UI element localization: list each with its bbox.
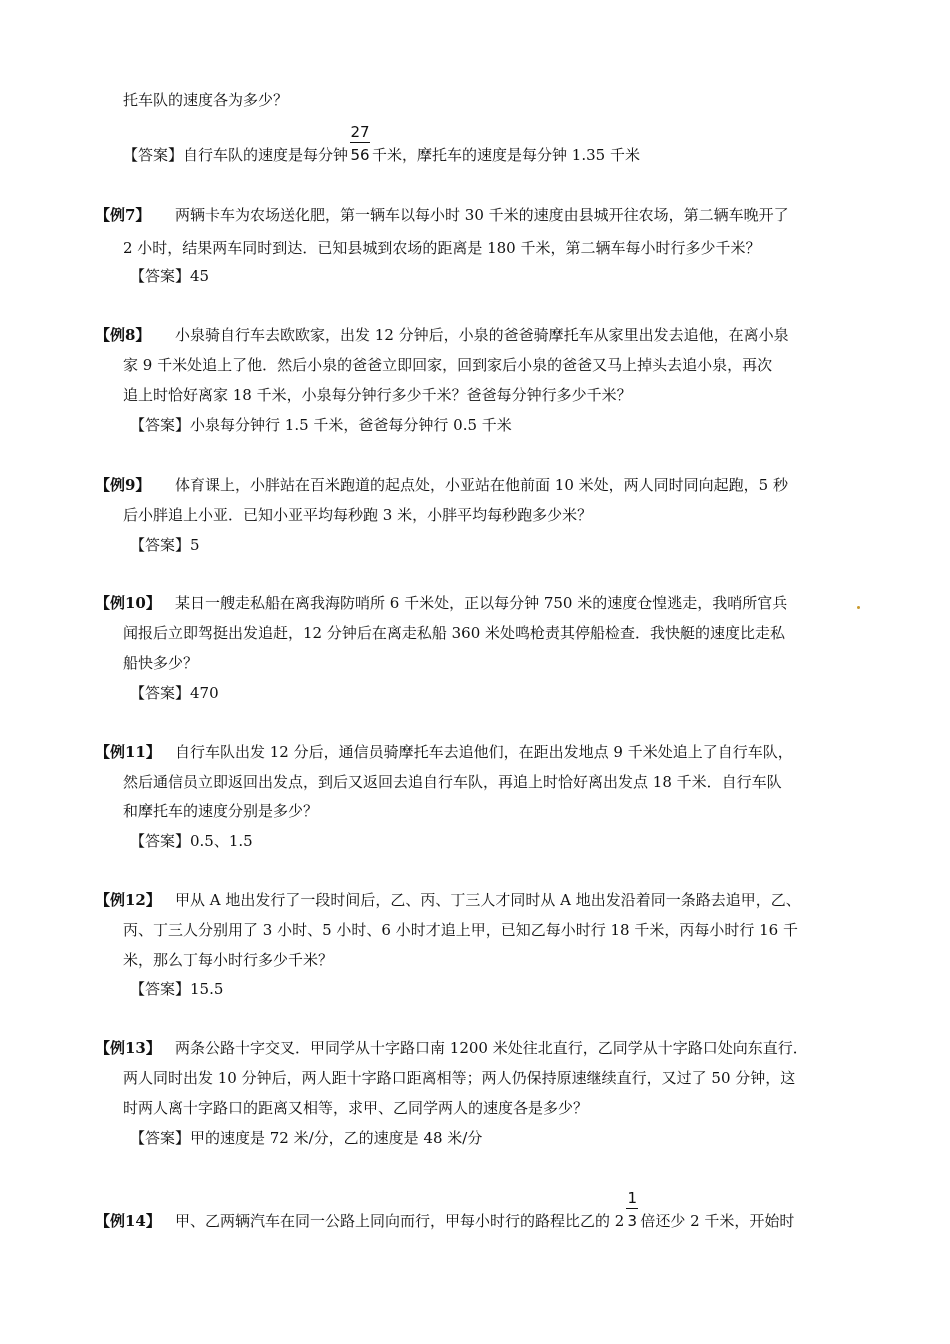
- fraction-numerator: 1: [627, 1189, 638, 1207]
- example-8-line-1: 小泉骑自行车去欧欧家，出发 12 分钟后，小泉的爸爸骑摩托车从家里出发去追他，在离小泉: [175, 326, 789, 344]
- example-12-answer: 【答案】15.5: [130, 980, 224, 998]
- fraction-denominator: 3: [627, 1212, 638, 1230]
- example-8-line-3: 追上时恰好离家 18 千米，小泉每分钟行多少千米？爸爸每分钟行多少千米？: [123, 386, 632, 404]
- example-12-label: 【例12】: [95, 891, 161, 909]
- decorative-dot: [857, 606, 860, 609]
- fraction-1-3: [624, 1189, 640, 1231]
- fraction-bar: [626, 1208, 638, 1209]
- example-13-line-3: 时两人离十字路口的距离又相等，求甲、乙同学两人的速度各是多少？: [123, 1099, 589, 1117]
- example-13-line-1: 两条公路十字交叉．甲同学从十字路口南 1200 米处往北直行，乙同学从十字路口处向东直行．: [175, 1039, 808, 1057]
- example-11-line-1: 自行车队出发 12 分后，通信员骑摩托车去追他们，在距出发地点 9 千米处追上了自行车队，: [175, 743, 793, 761]
- continuation-line: 托车队的速度各为多少？: [123, 91, 289, 109]
- fraction-numerator: 27: [350, 123, 370, 141]
- example-11-line-3: 和摩托车的速度分别是多少？: [123, 802, 319, 820]
- example-14-label: 【例14】: [95, 1212, 161, 1230]
- example-9-line-1: 体育课上，小胖站在百米跑道的起点处，小亚站在他前面 10 米处，两人同时同向起跑，5 秒: [175, 476, 788, 494]
- example-13-answer: 【答案】甲的速度是 72 米/分，乙的速度是 48 米/分: [130, 1129, 483, 1147]
- example-13-label: 【例13】: [95, 1039, 161, 1057]
- example-8-line-2: 家 9 千米处追上了他．然后小泉的爸爸立即回家，回到家后小泉的爸爸又马上掉头去追小泉，再次: [123, 356, 773, 374]
- example-10-line-2: 闻报后立即驾挺出发追赶，12 分钟后在离走私船 360 米处鸣枪责其停船检查．我快艇的速度比走私: [123, 624, 786, 642]
- answer-prefix: 【答案】自行车队的速度是每分钟: [123, 146, 349, 164]
- example-10-answer: 【答案】470: [130, 684, 219, 702]
- example-9-line-2: 后小胖追上小亚．已知小亚平均每秒跑 3 米，小胖平均每秒跑多少米？: [123, 506, 593, 524]
- example-11-answer: 【答案】0.5、1.5: [130, 832, 253, 850]
- answer-suffix: 千米，摩托车的速度是每分钟 1.35 千米: [372, 146, 640, 164]
- example-9-label: 【例9】: [95, 476, 151, 494]
- fraction-bar: [350, 142, 370, 143]
- example-7-label: 【例7】: [95, 206, 151, 224]
- example-13-line-2: 两人同时出发 10 分钟后，两人距十字路口距离相等；两人仍保持原速继续直行，又过了 50 分钟，这: [123, 1069, 796, 1087]
- example-7-line-2: 2 小时，结果两车同时到达．已知县城到农场的距离是 180 千米，第二辆车每小时行多少千米？: [123, 239, 761, 257]
- example-11-line-2: 然后通信员立即返回出发点，到后又返回去追自行车队，再追上时恰好离出发点 18 千米．自行车队: [123, 773, 782, 791]
- example-14-text-before: 甲、乙两辆汽车在同一公路上同向而行，甲每小时行的路程比乙的 2: [175, 1212, 625, 1230]
- example-14-text-after: 倍还少 2 千米，开始时: [640, 1212, 795, 1230]
- fraction-27-56: [348, 123, 372, 165]
- example-9-answer: 【答案】5: [130, 536, 200, 554]
- answer-top: [123, 123, 640, 165]
- example-14-line-1: [175, 1189, 795, 1231]
- example-7-line-1: 两辆卡车为农场送化肥，第一辆车以每小时 30 千米的速度由县城开往农场，第二辆车晚开了: [175, 206, 789, 224]
- example-7-answer: 【答案】45: [130, 267, 210, 285]
- example-12-line-3: 米，那么丁每小时行多少千米？: [123, 951, 334, 969]
- example-8-answer: 【答案】小泉每分钟行 1.5 千米，爸爸每分钟行 0.5 千米: [130, 416, 512, 434]
- example-8-label: 【例8】: [95, 326, 151, 344]
- example-12-line-1: 甲从 A 地出发行了一段时间后，乙、丙、丁三人才同时从 A 地出发沿着同一条路去追甲，乙、: [175, 891, 801, 909]
- fraction-denominator: 56: [350, 146, 370, 164]
- example-12-line-2: 丙、丁三人分别用了 3 小时、5 小时、6 小时才追上甲，已知乙每小时行 18 千米，丙每小时行 16 千: [123, 921, 798, 939]
- example-10-label: 【例10】: [95, 594, 161, 612]
- example-10-line-1: 某日一艘走私船在离我海防哨所 6 千米处，正以每分钟 750 米的速度仓惶逃走，我哨所官兵: [175, 594, 788, 612]
- example-10-line-3: 船快多少？: [123, 654, 199, 672]
- example-11-label: 【例11】: [95, 743, 161, 761]
